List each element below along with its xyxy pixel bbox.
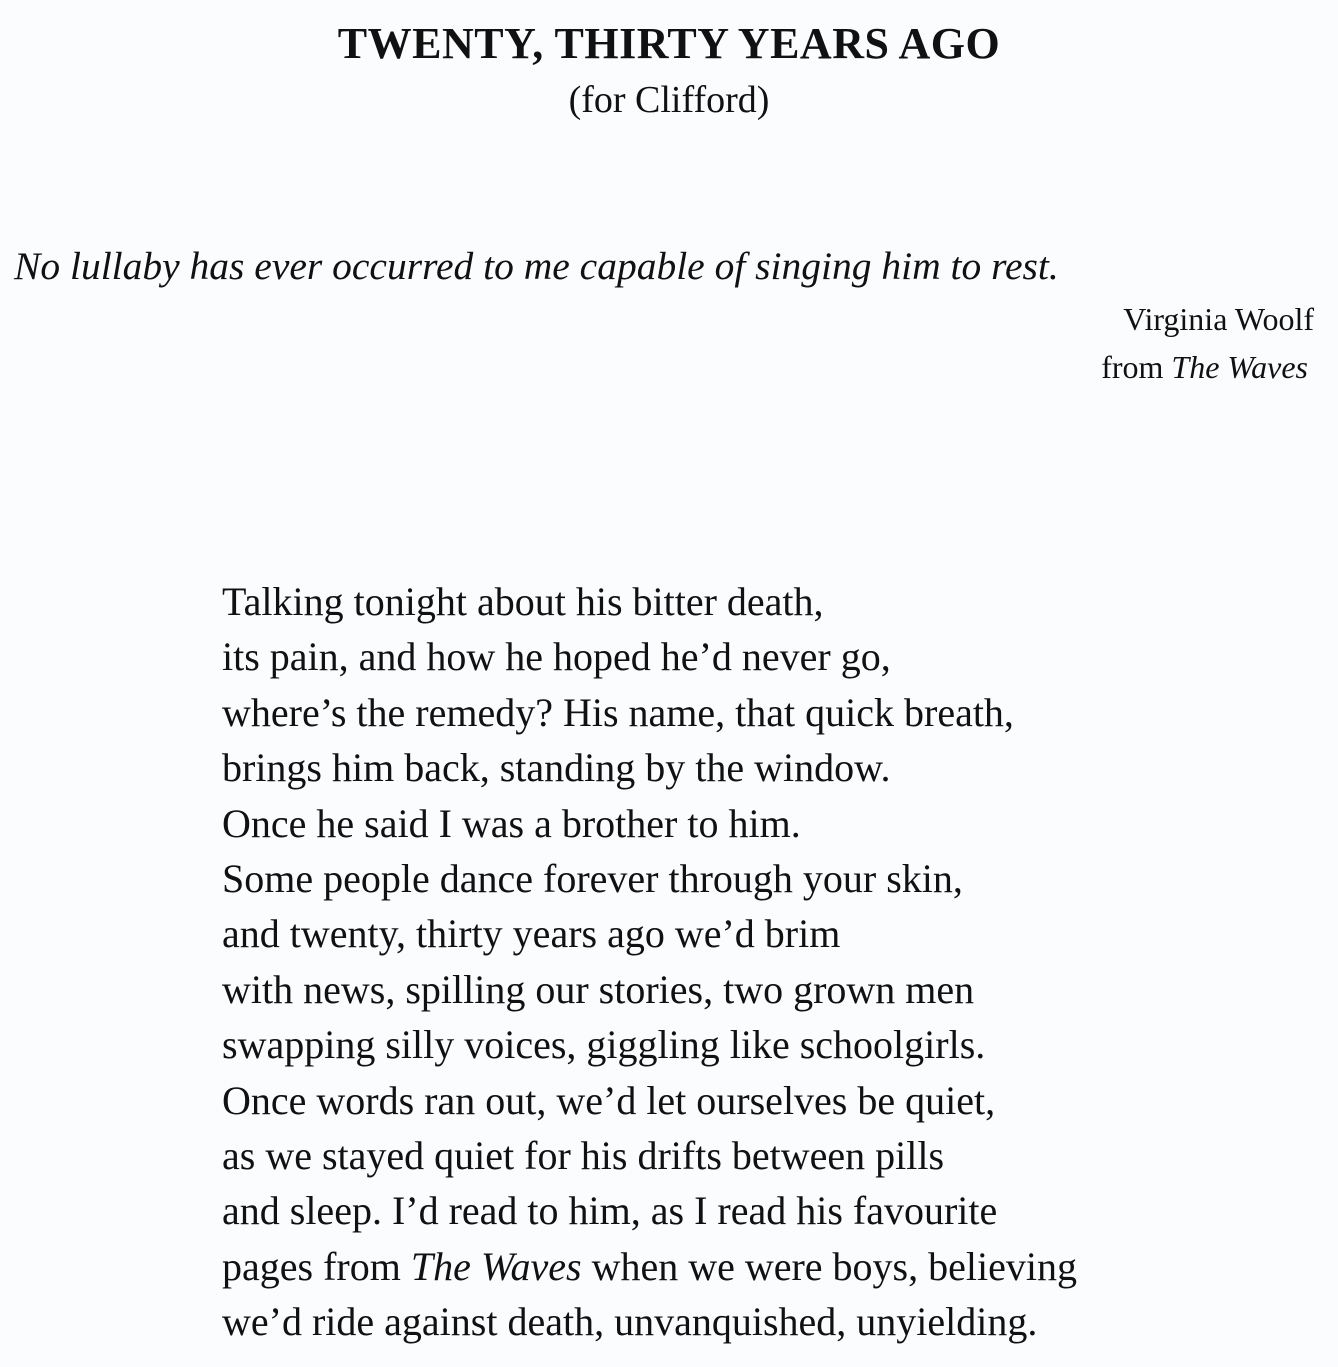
poem-line-13-before: pages from <box>222 1243 401 1289</box>
poem-line: and sleep. I’d read to him, as I read his favourite <box>222 1188 998 1234</box>
poem-line: as we stayed quiet for his drifts between pills <box>222 1132 945 1178</box>
epigraph-quote: No lullaby has ever occurred to me capable of singing him to rest. <box>14 244 1059 288</box>
poem-line: we’d ride against death, unvanquished, unyielding. <box>222 1299 1038 1345</box>
poem-line: Once he said I was a brother to him. <box>222 800 801 846</box>
epigraph-source <box>1101 345 1308 389</box>
poem-title: TWENTY, THIRTY YEARS AGO <box>337 19 1001 68</box>
poem-line <box>222 1239 1322 1294</box>
poem-line: where’s the remedy? His name, that quick breath, <box>222 689 1014 735</box>
epigraph-author: Virginia Woolf <box>1123 301 1314 337</box>
poem-line-13-book-title: The Waves <box>410 1243 582 1289</box>
poem-line: its pain, and how he hoped he’d never go, <box>222 634 891 680</box>
poem-line: Talking tonight about his bitter death, <box>222 579 824 624</box>
poem-line: swapping silly voices, giggling like schoolgirls. <box>222 1022 986 1068</box>
poem-dedication: (for Clifford) <box>568 79 770 121</box>
poem-line: Once words ran out, we’d let ourselves be quiet, <box>222 1077 996 1123</box>
poem-line: brings him back, standing by the window. <box>222 745 891 791</box>
poem-line: and twenty, thirty years ago we’d brim <box>222 911 841 957</box>
poem-line: with news, spilling our stories, two grown men <box>222 966 975 1012</box>
poem-line-13-after: when we were boys, believing <box>591 1243 1077 1289</box>
epigraph-source-title: The Waves <box>1171 349 1308 385</box>
poem-body <box>222 574 1322 1349</box>
poem-line: Some people dance forever through your skin, <box>222 855 963 901</box>
epigraph-source-prefix: from <box>1101 349 1164 385</box>
